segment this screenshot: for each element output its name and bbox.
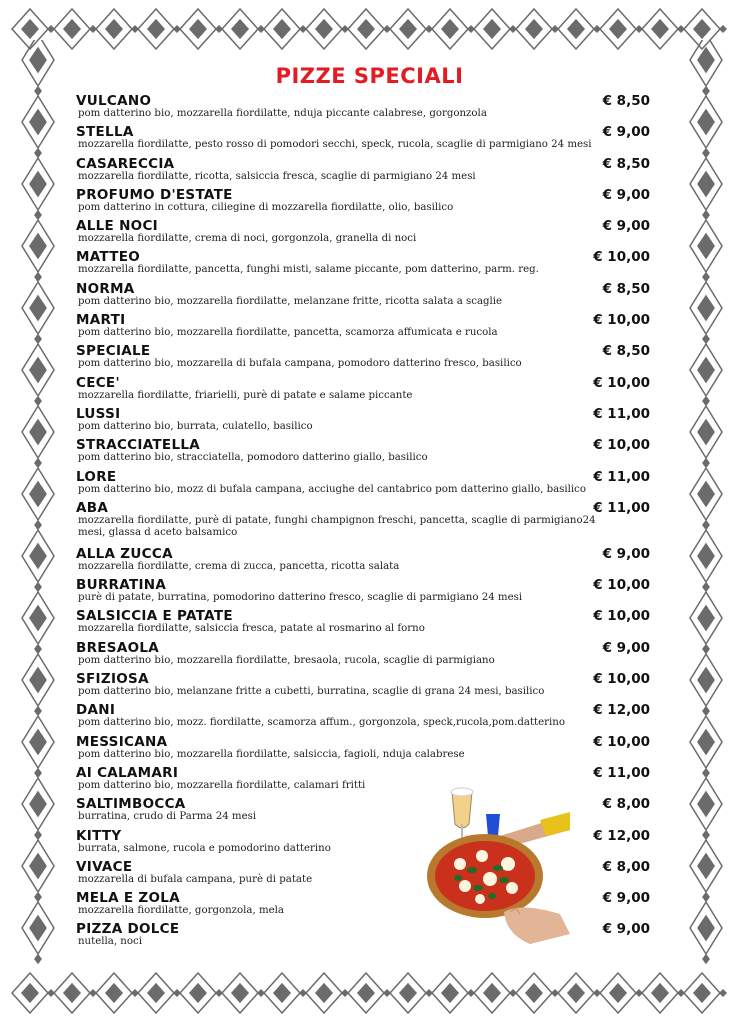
item-price: € 8,50 (602, 93, 650, 109)
item-name: LORE (76, 468, 117, 485)
menu-item (76, 124, 650, 155)
item-description: pom datterino in cottura, ciliegine di mozzarella fiordilatte, olio, basilico (78, 201, 454, 213)
menu-item (76, 608, 650, 639)
menu-item (76, 375, 650, 406)
item-price: € 11,00 (593, 499, 650, 516)
menu-item (76, 93, 650, 124)
item-name: SALTIMBOCCA (76, 796, 186, 813)
menu-item (76, 577, 650, 608)
item-price: € 9,00 (602, 890, 650, 907)
item-price: € 10,00 (593, 608, 650, 625)
item-price: € 8,50 (602, 343, 650, 360)
menu-title: PIZZE SPECIALI (275, 64, 464, 88)
item-price: € 9,00 (602, 218, 650, 235)
right-border (686, 40, 726, 980)
item-description: mozzarella fiordilatte, crema di zucca, pancetta, ricotta salata (78, 560, 400, 572)
item-price: € 11,00 (593, 468, 650, 485)
item-price: € 12,00 (593, 827, 650, 844)
item-description: pom datterino bio, mozzarella fiordilatte, nduja piccante calabrese, gorgonzola (78, 108, 487, 119)
item-price: € 10,00 (593, 312, 650, 329)
item-price: € 10,00 (593, 671, 650, 688)
item-name: SFIZIOSA (76, 671, 149, 688)
item-name: BRESAOLA (76, 639, 160, 656)
bottom-border (0, 968, 739, 1018)
item-price: € 9,00 (602, 124, 650, 141)
item-name: ABA (76, 499, 109, 516)
item-name: PIZZA DOLCE (76, 921, 180, 938)
menu-item (76, 156, 650, 187)
item-name: SALSICCIA E PATATE (76, 608, 233, 625)
item-name: STELLA (76, 124, 134, 141)
item-name: BURRATINA (76, 577, 167, 594)
menu-item (76, 437, 650, 468)
item-description: pom datterino bio, mozzarella fiordilatte, salsiccia, fagioli, nduja calabrese (78, 748, 465, 760)
top-border (0, 4, 739, 54)
left-border (18, 40, 58, 980)
menu-item (76, 500, 650, 546)
item-name: LUSSI (76, 405, 121, 422)
item-description: pom datterino bio, mozzarella di bufala campana, pomodoro datterino fresco, basilico (78, 358, 522, 370)
item-price: € 10,00 (593, 733, 650, 750)
menu-item (76, 343, 650, 374)
item-description: pom datterino bio, mozz di bufala campana, acciughe del cantabrico pom datterino giallo, basilico (78, 483, 587, 495)
item-description: pom datterino bio, mozzarella fiordilatte, pancetta, scamorza affumicata e rucola (78, 327, 498, 339)
item-description: pom datterino bio, mozzarella fiordilatte, bresaola, rucola, scaglie di parmigiano (78, 654, 495, 666)
item-description: mozzarella fiordilatte, purè di patate, funghi champignon freschi, pancetta, scaglie di parmigiano24 mesi, glassa d aceto balsamico (78, 514, 596, 538)
item-price: € 10,00 (593, 374, 650, 391)
item-name: KITTY (76, 827, 122, 844)
item-description: mozzarella fiordilatte, pesto rosso di pomodori secchi, speck, rucola, scaglie di parmigiano 24 mesi (78, 139, 592, 151)
menu-item (76, 702, 650, 733)
item-price: € 9,00 (602, 921, 650, 938)
item-name: ALLA ZUCCA (76, 545, 173, 562)
item-price: € 10,00 (593, 249, 650, 266)
item-description: pom datterino bio, mozz. fiordilatte, scamorza affum., gorgonzola, speck,rucola,pom.datterino (78, 717, 565, 729)
item-description: mozzarella fiordilatte, pancetta, funghi misti, salame piccante, pom datterino, parm. reg. (78, 264, 539, 276)
item-description: mozzarella fiordilatte, crema di noci, gorgonzola, granella di noci (78, 233, 417, 245)
item-price: € 12,00 (593, 702, 650, 719)
item-price: € 8,00 (602, 858, 650, 875)
menu-item (76, 640, 650, 671)
item-name: STRACCIATELLA (76, 437, 200, 454)
item-name: MELA E ZOLA (76, 890, 180, 907)
item-name: ALLE NOCI (76, 218, 158, 235)
item-description: pom datterino bio, mozzarella fiordilatte, calamari fritti (78, 779, 366, 791)
item-name: CECE' (76, 374, 120, 391)
item-price: € 10,00 (593, 577, 650, 594)
menu-item (76, 281, 650, 312)
menu-item (76, 546, 650, 577)
item-description: pom datterino bio, burrata, culatello, basilico (78, 420, 313, 432)
menu-item (76, 187, 650, 218)
menu-item (76, 218, 650, 249)
item-description: mozzarella fiordilatte, gorgonzola, mela (78, 905, 285, 917)
menu-item (76, 312, 650, 343)
item-description: burratina, crudo di Parma 24 mesi (78, 811, 257, 823)
item-price: € 8,50 (602, 280, 650, 297)
pizza-photo (420, 784, 580, 954)
item-description: burrata, salmone, rucola e pomodorino datterino (78, 842, 331, 854)
item-price: € 8,50 (602, 155, 650, 172)
item-description: pom datterino bio, stracciatella, pomodoro datterino giallo, basilico (78, 452, 428, 464)
menu-item (76, 406, 650, 437)
item-name: MATTEO (76, 249, 141, 266)
item-name: NORMA (76, 280, 135, 297)
item-description: mozzarella fiordilatte, ricotta, salsiccia fresca, scaglie di parmigiano 24 mesi (78, 170, 476, 182)
item-name: CASARECCIA (76, 155, 175, 172)
item-price: € 8,00 (602, 796, 650, 813)
item-name: DANI (76, 702, 116, 719)
item-name: MESSICANA (76, 733, 168, 750)
item-description: pom datterino bio, mozzarella fiordilatte, melanzane fritte, ricotta salata a scaglie (78, 295, 503, 307)
item-name: SPECIALE (76, 343, 151, 360)
item-description: pom datterino bio, melanzane fritte a cubetti, burratina, scaglie di grana 24 mesi, basilico (78, 686, 545, 698)
item-price: € 9,00 (602, 186, 650, 203)
item-name: PROFUMO D'ESTATE (76, 186, 233, 203)
item-price: € 10,00 (593, 437, 650, 454)
item-name: VULCANO (76, 93, 152, 109)
item-description: purè di patate, burratina, pomodorino datterino fresco, scaglie di parmigiano 24 mesi (78, 592, 523, 604)
item-price: € 11,00 (593, 405, 650, 422)
item-price: € 11,00 (593, 764, 650, 781)
item-price: € 9,00 (602, 639, 650, 656)
menu-item (76, 249, 650, 280)
item-name: MARTI (76, 312, 126, 329)
item-description: mozzarella fiordilatte, salsiccia fresca, patate al rosmarino al forno (78, 623, 425, 635)
item-price: € 9,00 (602, 545, 650, 562)
menu-item (76, 469, 650, 500)
item-name: VIVACE (76, 858, 133, 875)
item-description: mozzarella fiordilatte, friarielli, purè di patate e salame piccante (78, 389, 413, 401)
item-description: mozzarella di bufala campana, purè di patate (78, 873, 313, 885)
item-name: AI CALAMARI (76, 764, 179, 781)
menu-item (76, 734, 650, 765)
item-description: nutella, noci (78, 936, 142, 948)
menu-item (76, 671, 650, 702)
